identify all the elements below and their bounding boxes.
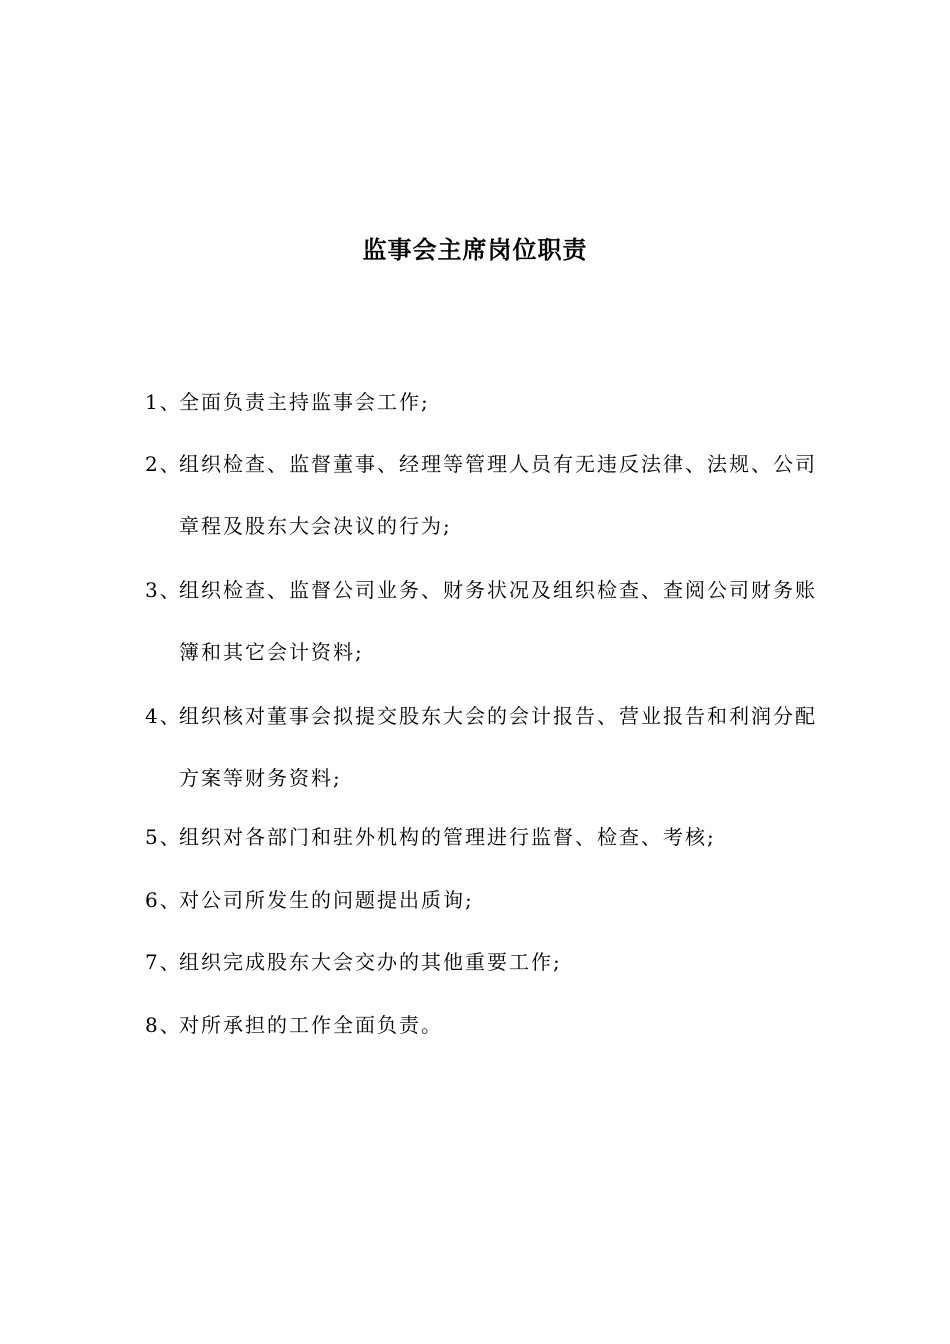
duty-item-1 (145, 371, 825, 433)
item-text: 组织完成股东大会交办的其他重要工作; (179, 950, 562, 974)
duty-item-7 (145, 931, 825, 993)
item-text: 组织核对董事会拟提交股东大会的会计报告、营业报告和利润分配方案等财务资料; (179, 704, 817, 790)
item-number: 6、 (145, 888, 182, 912)
item-number: 3、 (145, 578, 182, 602)
duty-item-3 (145, 559, 825, 683)
duty-item-6 (145, 869, 825, 931)
item-number: 2、 (145, 452, 182, 476)
duty-item-2 (145, 433, 825, 557)
item-text: 对所承担的工作全面负责。 (179, 1013, 443, 1037)
item-number: 7、 (145, 950, 182, 974)
duty-item-8 (145, 994, 825, 1056)
item-number: 8、 (145, 1013, 182, 1037)
item-text: 组织检查、监督董事、经理等管理人员有无违反法律、法规、公司章程及股东大会决议的行为; (179, 452, 817, 538)
item-number: 5、 (145, 825, 182, 849)
item-number: 1、 (145, 390, 182, 414)
duty-item-4 (145, 685, 825, 809)
page-title: 监事会主席岗位职责 (362, 236, 588, 264)
item-text: 全面负责主持监事会工作; (179, 390, 430, 414)
item-number: 4、 (145, 704, 182, 728)
item-text: 组织检查、监督公司业务、财务状况及组织检查、查阅公司财务账簿和其它会计资料; (179, 578, 817, 664)
item-text: 对公司所发生的问题提出质询; (179, 888, 474, 912)
item-text: 组织对各部门和驻外机构的管理进行监督、检查、考核; (179, 825, 716, 849)
duty-item-5 (145, 806, 825, 868)
